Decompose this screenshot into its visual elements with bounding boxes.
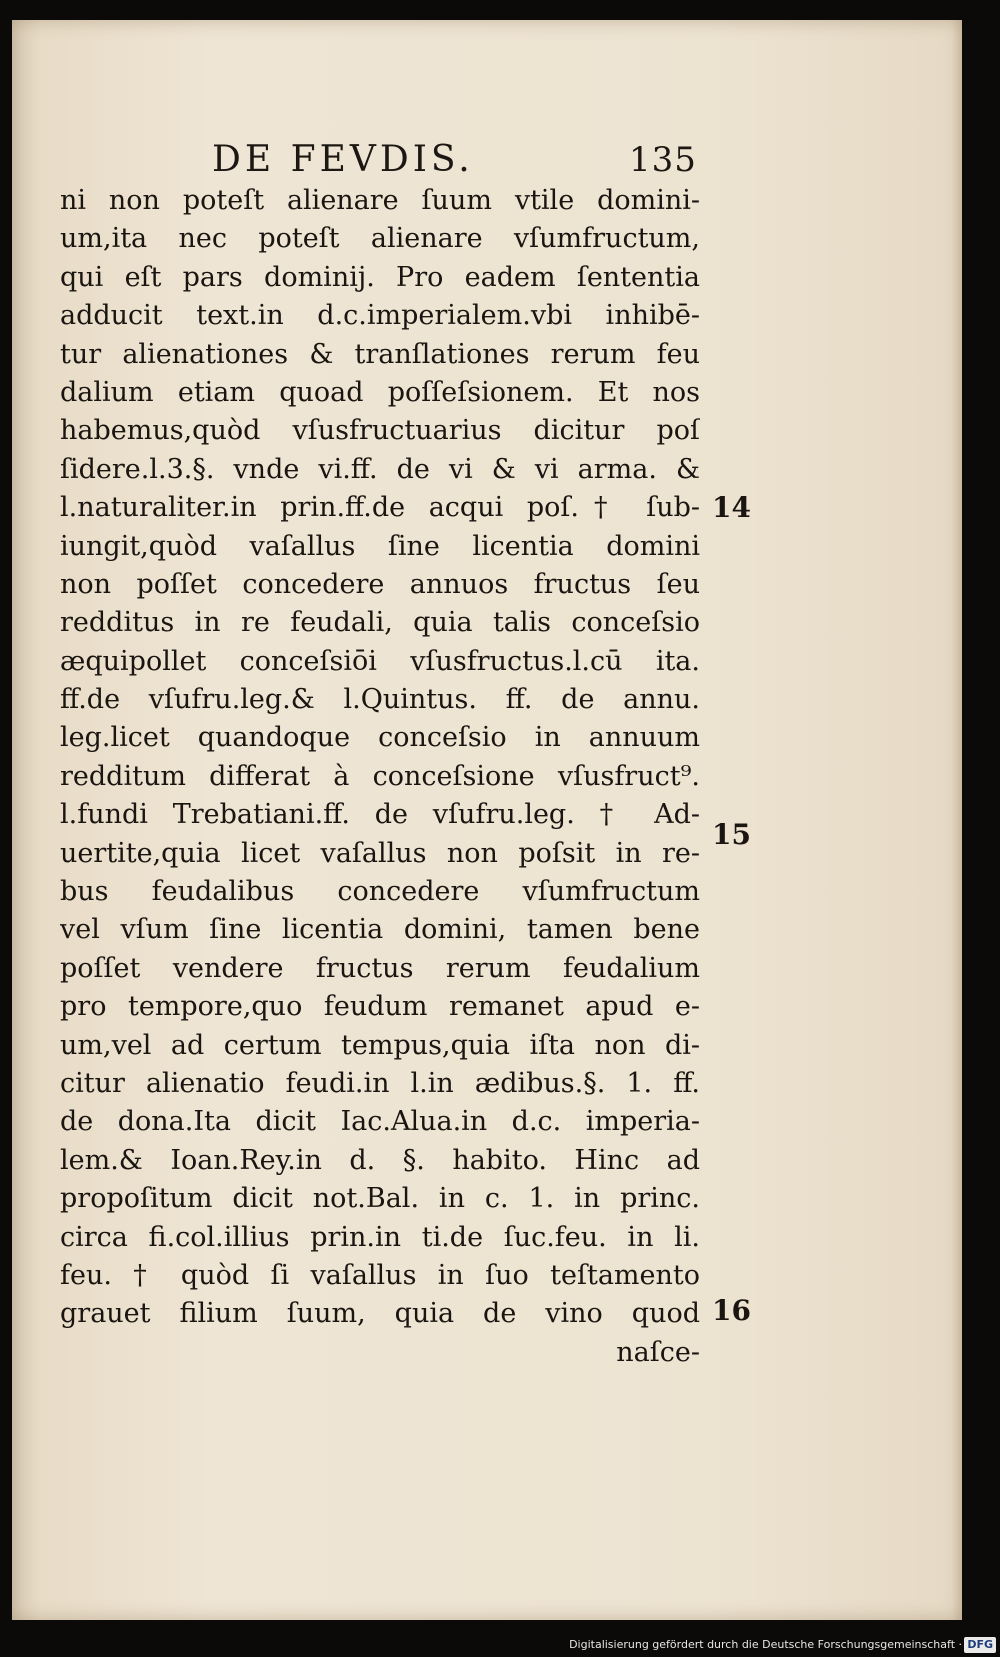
text-line: l.naturaliter.in prin.ff.de acqui poſ.† ſub- xyxy=(60,492,700,524)
marginal-number: 14 xyxy=(712,491,751,524)
running-title: DE FEVDIS. xyxy=(212,139,474,180)
text-line: bus feudalibus concedere vſumfructum xyxy=(60,876,700,908)
text-line: dalium etiam quoad poſſeſsionem. Et nos xyxy=(60,376,700,408)
page-number: 135 xyxy=(629,140,697,180)
text-line: tur alienationes & tranſlationes rerum feu xyxy=(60,338,700,370)
text-line: iungit,quòd vaſallus ſine licentia domini xyxy=(60,530,700,562)
text-line: æquipollet conceſsiōi vſusfructus.l.cū ita. xyxy=(60,645,700,677)
text-line: ff.de vſufru.leg.& l.Quintus. ff. de annu. xyxy=(60,684,700,716)
text-line: lem.& Ioan.Rey.in d. §. habito. Hinc ad xyxy=(60,1144,700,1176)
text-line: poſſet vendere fructus rerum feudalium xyxy=(60,952,700,984)
text-line: leg.licet quandoque conceſsio in annuum xyxy=(60,722,700,754)
text-line: vel vſum ſine licentia domini, tamen bene xyxy=(60,914,700,946)
page-header xyxy=(12,138,962,182)
text-line: ſidere.l.3.§. vnde vi.ff. de vi & vi arma. & xyxy=(60,453,700,485)
body-text xyxy=(60,182,700,1372)
footer-bar xyxy=(0,1634,1000,1657)
text-line: qui eſt pars dominij. Pro eadem ſententia xyxy=(60,261,700,293)
text-line: feu. † quòd ſi vaſallus in ſuo teſtamento xyxy=(60,1259,700,1291)
text-line: citur alienatio feudi.in l.in ædibus.§. 1. ff. xyxy=(60,1067,700,1099)
text-line: propoſitum dicit not.Bal. in c. 1. in princ. xyxy=(60,1183,700,1215)
text-line: habemus,quòd vſusfructuarius dicitur poſ xyxy=(60,415,700,447)
text-line: l.fundi Trebatiani.ff. de vſufru.leg. † Ad- xyxy=(60,799,700,831)
text-line: um,vel ad certum tempus,quia iſta non di- xyxy=(60,1029,700,1061)
text-line: redditus in re feudali, quia talis conceſsio xyxy=(60,607,700,639)
text-line: uertite,quia licet vaſallus non poſsit in re- xyxy=(60,837,700,869)
text-line: non poſſet concedere annuos fructus ſeu xyxy=(60,568,700,600)
marginal-number: 16 xyxy=(712,1294,751,1327)
book-page xyxy=(12,20,962,1620)
dfg-logo: DFG xyxy=(964,1637,996,1653)
text-line: circa fi.col.illius prin.in ti.de ſuc.feu. in li. xyxy=(60,1221,700,1253)
text-line: de dona.Ita dicit Iac.Alua.in d.c. imperia- xyxy=(60,1106,700,1138)
text-line: um,ita nec poteſt alienare vſumfructum, xyxy=(60,223,700,255)
text-line: pro tempore,quo feudum remanet apud e- xyxy=(60,991,700,1023)
text-line: ni non poteſt alienare ſuum vtile domini- xyxy=(60,185,700,216)
funding-credit: Digitalisierung gefördert durch die Deutsche Forschungsgemeinschaft · xyxy=(569,1638,962,1651)
text-line: grauet filium ſuum, quia de vino quod xyxy=(60,1298,700,1330)
text-line: adducit text.in d.c.imperialem.vbi inhibē- xyxy=(60,300,700,332)
text-line: redditum differat à conceſsione vſusfruct⁹. xyxy=(60,760,700,792)
catchword: naſce- xyxy=(616,1336,700,1368)
marginal-number: 15 xyxy=(712,818,751,851)
